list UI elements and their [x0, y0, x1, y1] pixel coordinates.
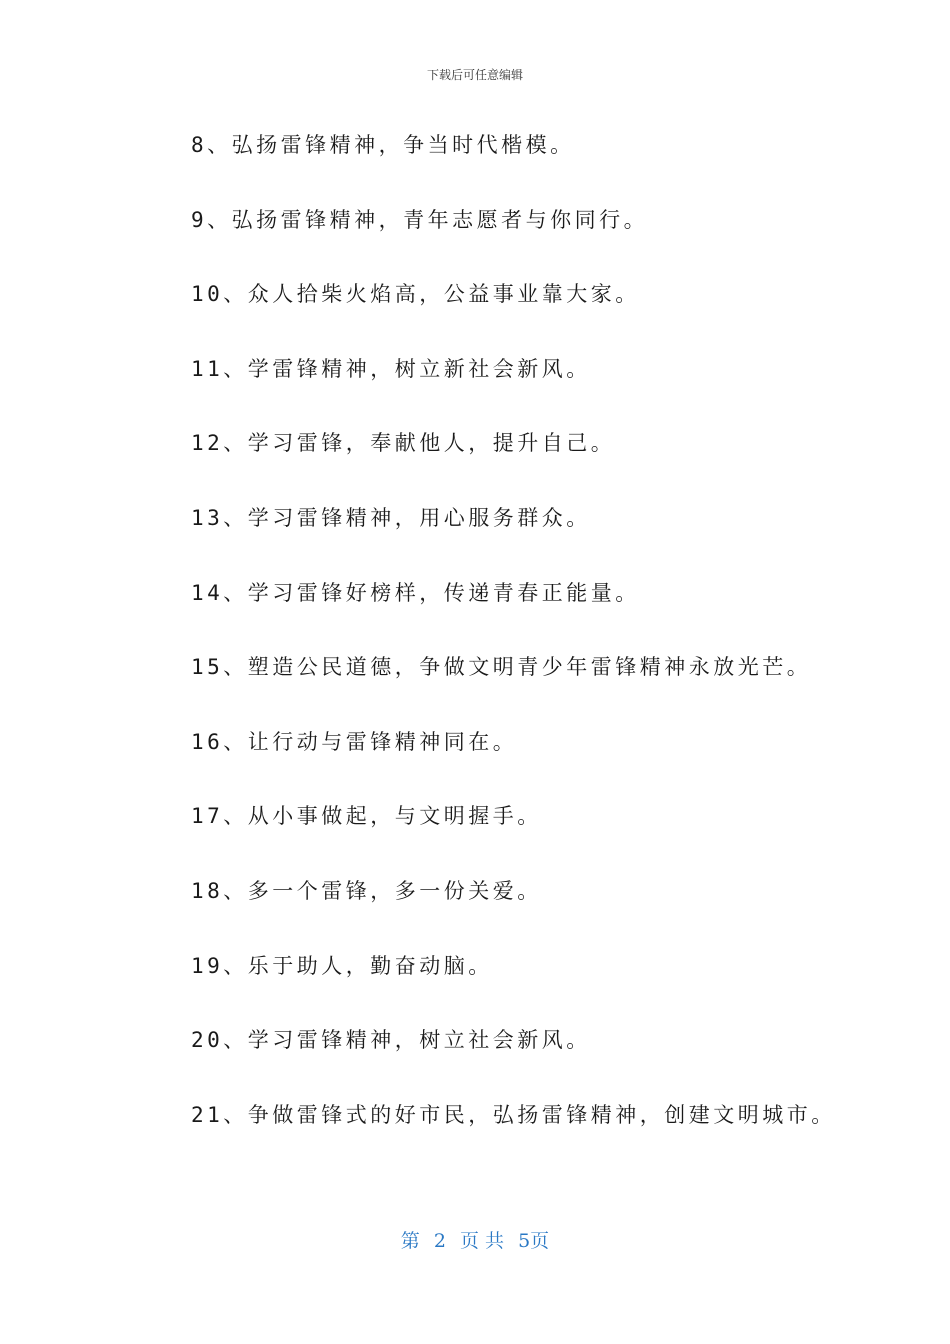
list-item: 10、众人拾柴火焰高，公益事业靠大家。: [191, 282, 640, 307]
list-item: 9、弘扬雷锋精神，青年志愿者与你同行。: [191, 207, 649, 232]
list-item: 18、多一个雷锋，多一份关爱。: [191, 878, 542, 903]
current-page-number: 2: [433, 1230, 446, 1252]
list-item: 12、学习雷锋，奉献他人，提升自己。: [191, 431, 616, 456]
list-item: 16、让行动与雷锋精神同在。: [191, 729, 518, 754]
list-item: 20、学习雷锋精神，树立社会新风。: [191, 1028, 591, 1053]
list-item: 19、乐于助人，勤奋动脑。: [191, 953, 493, 978]
list-item: 14、学习雷锋好榜样，传递青春正能量。: [191, 580, 640, 605]
list-item: 13、学习雷锋精神，用心服务群众。: [191, 505, 591, 530]
footer-middle: 页 共: [460, 1230, 505, 1252]
list-item: 17、从小事做起，与文明握手。: [191, 804, 542, 829]
total-pages: 5页: [518, 1230, 550, 1252]
footer-prefix: 第: [400, 1230, 420, 1252]
list-item: 15、塑造公民道德，争做文明青少年雷锋精神永放光芒。: [191, 655, 812, 680]
slogan-list: [191, 128, 911, 1172]
page-footer: [0, 1226, 950, 1253]
list-item: 8、弘扬雷锋精神，争当时代楷模。: [191, 133, 575, 157]
list-item: 21、争做雷锋式的好市民，弘扬雷锋精神，创建文明城市。: [191, 1102, 836, 1127]
page-header: 下载后可任意编辑: [426, 68, 523, 82]
list-item: 11、学雷锋精神，树立新社会新风。: [191, 356, 591, 381]
